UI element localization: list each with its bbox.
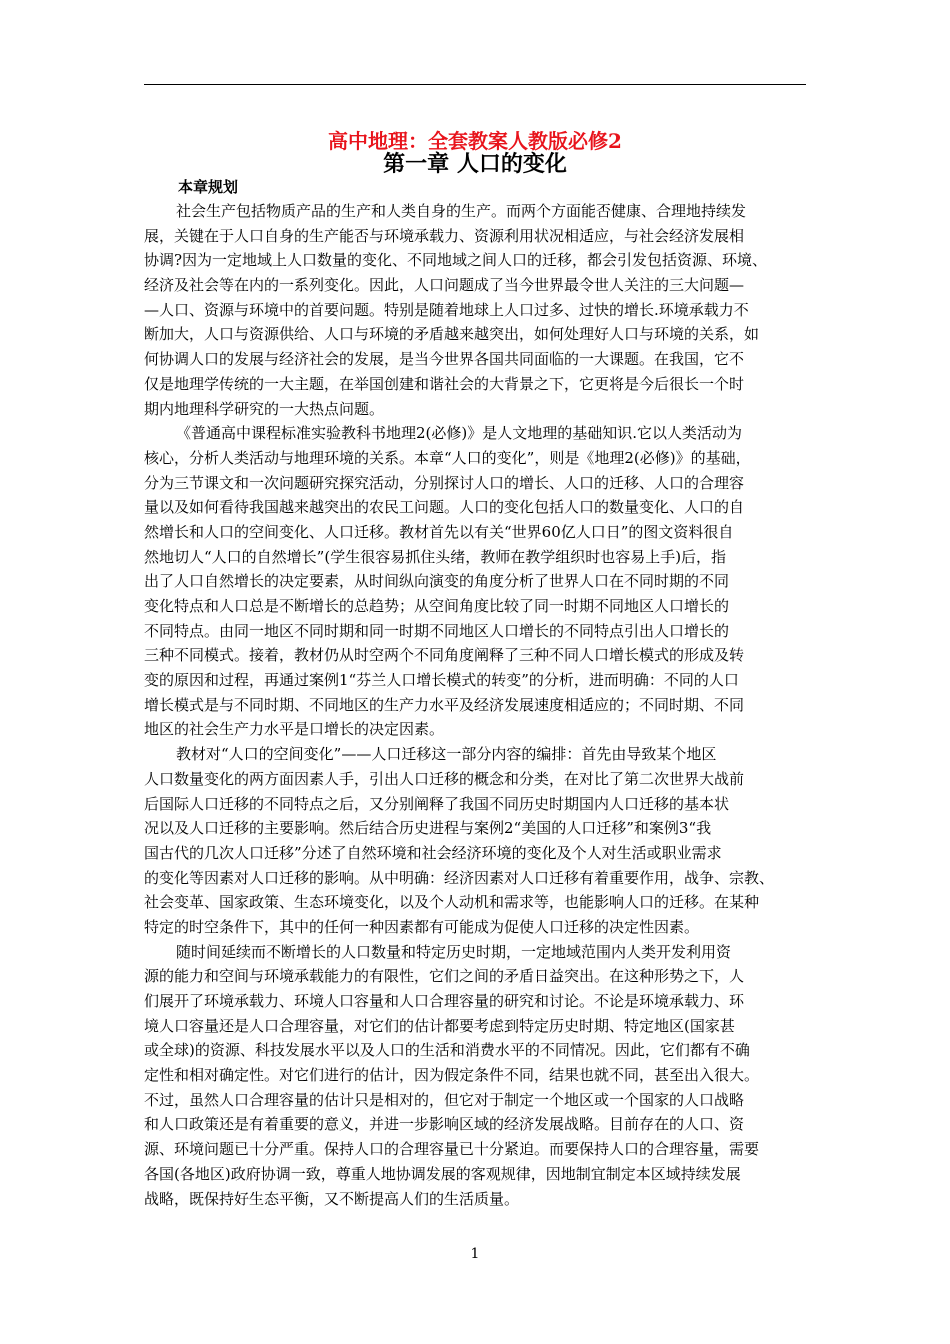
paragraph-line: 分为三节课文和一次问题研究探究活动，分别探讨人口的增长、人口的迁移、人口的合理容	[144, 473, 745, 492]
paragraph-line: 教材对“人口的空间变化”——人口迁移这一部分内容的编排：首先由导致某个地区	[176, 745, 717, 764]
paragraph-line: 然地切人“人口的自然增长”(学生很容易抓住头绪，教师在教学组织时也容易上手)后，指	[144, 547, 727, 566]
chapter-title: 第一章 人口的变化	[383, 151, 567, 177]
paragraph-line: 期内地理科学研究的一大热点问题。	[144, 399, 385, 418]
paragraph	[144, 421, 808, 742]
section-heading: 本章规划	[178, 178, 239, 196]
paragraph-line: 不同特点。由同一地区不同时期和同一时期不同地区人口增长的不同特点引出人口增长的	[144, 621, 730, 640]
paragraph-line: —人口、资源与环境中的首要问题。特别是随着地球上人口过多、过快的增长.环境承载力不	[144, 300, 749, 319]
paragraph	[144, 940, 808, 1212]
paragraph-line: 展，关键在于人口自身的生产能否与环境承载力、资源利用状况相适应，与社会经济发展相	[144, 226, 745, 245]
paragraph-line: 何协调人口的发展与经济社会的发展，是当今世界各国共同面临的一大课题。在我国，它不	[144, 350, 745, 369]
paragraph-line: 《普通高中课程标准实验教科书地理2(必修)》是人文地理的基础知识.它以人类活动为	[176, 424, 743, 443]
paragraph-line: 国古代的几次人口迁移”分述了自然环境和社会经济环境的变化及个人对生活或职业需求	[144, 843, 722, 862]
paragraph-line: 断加大，人口与资源供给、人口与环境的矛盾越来越突出，如何处理好人口与环境的关系，如	[144, 325, 760, 344]
paragraph-line: 或全球)的资源、科技发展水平以及人口的生活和消费水平的不同情况。因此，它们都有不确	[144, 1041, 750, 1060]
paragraph-line: 人口数量变化的两方面因素人手，引出人口迁移的概念和分类，在对比了第二次世界大战前	[144, 769, 745, 788]
paragraph-line: 们展开了环境承载力、环境人口容量和人口合理容量的研究和讨论。不论是环境承载力、环	[144, 992, 745, 1010]
document-title: 高中地理：全套教案人教版必修2	[328, 129, 622, 153]
paragraph-line: 各国(各地区)政府协调一致，尊重人地协调发展的客观规律，因地制宜制定本区域持续发展	[144, 1164, 741, 1183]
paragraph-line: 社会变革、国家政策、生态环境变化，以及个人动机和需求等，也能影响人口的迁移。在某种	[144, 893, 760, 912]
paragraph-line: 战略，既保持好生态平衡，又不断提高人们的生活质量。	[144, 1189, 520, 1208]
paragraph-line: 源、环境问题已十分严重。保持人口的合理容量已十分紧迫。而要保持人口的合理容量，需要	[144, 1140, 760, 1159]
paragraph-line: 不过，虽然人口合理容量的估计只是相对的，但它对于制定一个地区或一个国家的人口战略	[144, 1090, 745, 1109]
paragraph-line: 随时间延续而不断增长的人口数量和特定历史时期，一定地域范围内人类开发利用资	[176, 942, 732, 961]
paragraph-line: 出了人口自然增长的决定要素，从时间纵向演变的角度分析了世界人口在不同时期的不同	[144, 572, 730, 591]
paragraph-line: 变的原因和过程，再通过案例1“芬兰人口增长模式的转变”的分析，进而明确：不同的人口	[144, 671, 739, 690]
paragraph-line: 变化特点和人口总是不断增长的总趋势；从空间角度比较了同一时期不同地区人口增长的	[144, 597, 730, 615]
page-number: 1	[470, 1246, 480, 1262]
paragraph-line: 然增长和人口的空间变化、人口迁移。教材首先以有关“世界60亿人口日”的图文资料很自	[144, 522, 734, 541]
paragraph-line: 社会生产包括物质产品的生产和人类自身的生产。而两个方面能否健康、合理地持续发	[176, 202, 747, 220]
paragraph-line: 和人口政策还是有着重要的意义，并进一步影响区域的经济发展战略。目前存在的人口、资	[144, 1115, 745, 1134]
paragraph-line: 协调?因为一定地域上人口数量的变化、不同地域之间人口的迁移，都会引发包括资源、环境、	[144, 251, 768, 270]
body-text	[144, 199, 808, 1211]
paragraph-line: 三种不同模式。接着，教材仍从时空两个不同角度阐释了三种不同人口增长模式的形成及转	[144, 646, 745, 665]
paragraph	[144, 199, 808, 421]
paragraph-line: 仅是地理学传统的一大主题，在举国创建和谐社会的大背景之下，它更将是今后很长一个时	[144, 374, 745, 393]
paragraph-line: 的变化等因素对人口迁移的影响。从中明确：经济因素对人口迁移有着重要作用，战争、宗教、	[144, 868, 775, 887]
paragraph-line: 地区的社会生产力水平是口增长的决定因素。	[144, 720, 445, 739]
paragraph-line: 源的能力和空间与环境承载能力的有限性，它们之间的矛盾日益突出。在这种形势之下，人	[144, 967, 745, 986]
header-rule	[144, 84, 806, 85]
paragraph-line: 况以及人口迁移的主要影响。然后结合历史进程与案例2“美国的人口迁移”和案例3“我	[144, 819, 712, 838]
paragraph-line: 境人口容量还是人口合理容量，对它们的估计都要考虑到特定历史时期、特定地区(国家甚	[144, 1016, 735, 1035]
paragraph-line: 后国际人口迁移的不同特点之后，又分别阐释了我国不同历史时期国内人口迁移的基本状	[144, 794, 730, 813]
paragraph	[144, 742, 808, 940]
paragraph-line: 定性和相对确定性。对它们进行的估计，因为假定条件不同，结果也就不同，甚至出入很大。	[144, 1066, 760, 1085]
paragraph-line: 增长模式是与不同时期、不同地区的生产力水平及经济发展速度相适应的；不同时期、不同	[144, 695, 745, 714]
paragraph-line: 经济及社会等在内的一系列变化。因此，人口问题成了当今世界最令世人关注的三大问题—	[144, 276, 745, 295]
paragraph-line: 特定的时空条件下，其中的任何一种因素都有可能成为促使人口迁移的决定性因素。	[144, 917, 700, 936]
paragraph-line: 量以及如何看待我国越来越突出的农民工问题。人口的变化包括人口的数量变化、人口的自	[144, 498, 745, 517]
paragraph-line: 核心，分析人类活动与地理环境的关系。本章“人口的变化”，则是《地理2(必修)》的基础，	[144, 448, 751, 467]
